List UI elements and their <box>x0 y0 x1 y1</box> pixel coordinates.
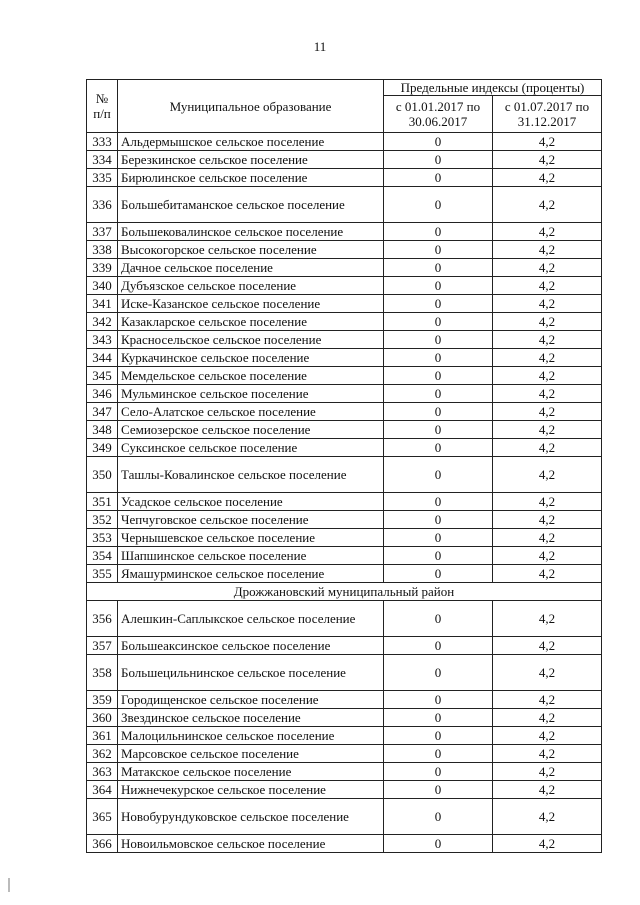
header-period-2: с 01.07.2017 по 31.12.2017 <box>493 96 602 133</box>
municipality-name: Малоцильнинское сельское поселение <box>118 727 384 745</box>
municipality-name: Новобурундуковское сельское поселение <box>118 799 384 835</box>
index-period-2: 4,2 <box>493 439 602 457</box>
municipality-name: Городищенское сельское поселение <box>118 691 384 709</box>
index-period-1: 0 <box>384 133 493 151</box>
municipality-name: Дубъязское сельское поселение <box>118 277 384 295</box>
table-row <box>87 259 602 277</box>
municipality-name: Суксинское сельское поселение <box>118 439 384 457</box>
municipality-name: Чернышевское сельское поселение <box>118 529 384 547</box>
index-period-1: 0 <box>384 709 493 727</box>
row-number: 335 <box>87 169 118 187</box>
table-row <box>87 223 602 241</box>
row-number: 354 <box>87 547 118 565</box>
index-period-1: 0 <box>384 313 493 331</box>
index-period-2: 4,2 <box>493 187 602 223</box>
index-period-1: 0 <box>384 385 493 403</box>
row-number: 366 <box>87 835 118 853</box>
table-row <box>87 403 602 421</box>
index-period-1: 0 <box>384 763 493 781</box>
index-period-2: 4,2 <box>493 151 602 169</box>
municipality-name: Семиозерское сельское поселение <box>118 421 384 439</box>
index-period-2: 4,2 <box>493 331 602 349</box>
table-body <box>87 133 602 853</box>
table-row <box>87 331 602 349</box>
municipality-name: Казакларское сельское поселение <box>118 313 384 331</box>
header-limit-indices: Предельные индексы (проценты) <box>384 80 602 96</box>
index-period-2: 4,2 <box>493 169 602 187</box>
row-number: 356 <box>87 601 118 637</box>
row-number: 349 <box>87 439 118 457</box>
index-period-1: 0 <box>384 223 493 241</box>
table-row <box>87 277 602 295</box>
index-period-1: 0 <box>384 457 493 493</box>
municipality-name: Нижнечекурское сельское поселение <box>118 781 384 799</box>
index-period-1: 0 <box>384 637 493 655</box>
row-number: 350 <box>87 457 118 493</box>
row-number: 365 <box>87 799 118 835</box>
row-number: 351 <box>87 493 118 511</box>
table-row <box>87 691 602 709</box>
page-number: 11 <box>313 39 327 54</box>
municipality-name: Село-Алатское сельское поселение <box>118 403 384 421</box>
table-row <box>87 835 602 853</box>
index-period-2: 4,2 <box>493 835 602 853</box>
index-period-2: 4,2 <box>493 277 602 295</box>
index-period-2: 4,2 <box>493 565 602 583</box>
row-number: 339 <box>87 259 118 277</box>
index-period-2: 4,2 <box>493 709 602 727</box>
table-row <box>87 565 602 583</box>
index-period-1: 0 <box>384 547 493 565</box>
index-period-2: 4,2 <box>493 457 602 493</box>
index-period-1: 0 <box>384 169 493 187</box>
table-row <box>87 241 602 259</box>
municipality-name: Бирюлинское сельское поселение <box>118 169 384 187</box>
index-period-2: 4,2 <box>493 295 602 313</box>
index-period-1: 0 <box>384 565 493 583</box>
table-row <box>87 349 602 367</box>
indices-table <box>86 79 602 853</box>
municipality-name: Усадское сельское поселение <box>118 493 384 511</box>
header-municipality: Муниципальное образование <box>118 80 384 133</box>
index-period-2: 4,2 <box>493 349 602 367</box>
municipality-name: Звездинское сельское поселение <box>118 709 384 727</box>
index-period-2: 4,2 <box>493 313 602 331</box>
index-period-2: 4,2 <box>493 511 602 529</box>
row-number: 334 <box>87 151 118 169</box>
table-row <box>87 151 602 169</box>
table-row <box>87 655 602 691</box>
header-period-1: с 01.01.2017 по 30.06.2017 <box>384 96 493 133</box>
municipality-name: Мульминское сельское поселение <box>118 385 384 403</box>
row-number: 342 <box>87 313 118 331</box>
row-number: 337 <box>87 223 118 241</box>
index-period-2: 4,2 <box>493 547 602 565</box>
municipality-name: Новоильмовское сельское поселение <box>118 835 384 853</box>
table-row <box>87 367 602 385</box>
table-row <box>87 421 602 439</box>
table-row <box>87 799 602 835</box>
section-title: Дрожжановский муниципальный район <box>87 583 602 601</box>
index-period-1: 0 <box>384 493 493 511</box>
row-number: 361 <box>87 727 118 745</box>
index-period-2: 4,2 <box>493 799 602 835</box>
table-row <box>87 493 602 511</box>
index-period-2: 4,2 <box>493 781 602 799</box>
table-row <box>87 169 602 187</box>
municipality-name: Дачное сельское поселение <box>118 259 384 277</box>
table-row <box>87 601 602 637</box>
municipality-name: Шапшинское сельское поселение <box>118 547 384 565</box>
row-number: 348 <box>87 421 118 439</box>
index-period-1: 0 <box>384 403 493 421</box>
table-row <box>87 781 602 799</box>
index-period-1: 0 <box>384 727 493 745</box>
index-period-1: 0 <box>384 421 493 439</box>
municipality-name: Ямашурминское сельское поселение <box>118 565 384 583</box>
municipality-name: Иске-Казанское сельское поселение <box>118 295 384 313</box>
index-period-2: 4,2 <box>493 727 602 745</box>
header-number: № п/п <box>87 80 118 133</box>
municipality-name: Матакское сельское поселение <box>118 763 384 781</box>
index-period-2: 4,2 <box>493 637 602 655</box>
row-number: 360 <box>87 709 118 727</box>
index-period-2: 4,2 <box>493 133 602 151</box>
municipality-name: Большебитаманское сельское поселение <box>118 187 384 223</box>
row-number: 344 <box>87 349 118 367</box>
index-period-2: 4,2 <box>493 385 602 403</box>
index-period-1: 0 <box>384 187 493 223</box>
table-row <box>87 439 602 457</box>
row-number: 358 <box>87 655 118 691</box>
row-number: 355 <box>87 565 118 583</box>
table-row <box>87 187 602 223</box>
municipality-name: Куркачинское сельское поселение <box>118 349 384 367</box>
municipality-name: Березкинское сельское поселение <box>118 151 384 169</box>
table-row <box>87 385 602 403</box>
table-row <box>87 709 602 727</box>
table-header <box>87 80 602 133</box>
municipality-name: Большеаксинское сельское поселение <box>118 637 384 655</box>
row-number: 343 <box>87 331 118 349</box>
index-period-2: 4,2 <box>493 259 602 277</box>
index-period-1: 0 <box>384 349 493 367</box>
index-period-1: 0 <box>384 367 493 385</box>
table-row <box>87 313 602 331</box>
row-number: 364 <box>87 781 118 799</box>
municipality-name: Большецильнинское сельское поселение <box>118 655 384 691</box>
municipality-name: Алешкин-Саплыкское сельское поселение <box>118 601 384 637</box>
row-number: 345 <box>87 367 118 385</box>
index-period-1: 0 <box>384 835 493 853</box>
index-period-2: 4,2 <box>493 223 602 241</box>
row-number: 352 <box>87 511 118 529</box>
row-number: 340 <box>87 277 118 295</box>
index-period-1: 0 <box>384 655 493 691</box>
index-period-2: 4,2 <box>493 403 602 421</box>
row-number: 346 <box>87 385 118 403</box>
section-row <box>87 583 602 601</box>
index-period-1: 0 <box>384 295 493 313</box>
margin-mark <box>8 878 10 892</box>
row-number: 347 <box>87 403 118 421</box>
table-row <box>87 727 602 745</box>
municipality-name: Ташлы-Ковалинское сельское поселение <box>118 457 384 493</box>
index-period-2: 4,2 <box>493 763 602 781</box>
index-period-1: 0 <box>384 691 493 709</box>
row-number: 353 <box>87 529 118 547</box>
row-number: 341 <box>87 295 118 313</box>
row-number: 333 <box>87 133 118 151</box>
row-number: 362 <box>87 745 118 763</box>
index-period-1: 0 <box>384 745 493 763</box>
table-row <box>87 637 602 655</box>
table-row <box>87 547 602 565</box>
index-period-2: 4,2 <box>493 529 602 547</box>
municipality-name: Мемдельское сельское поселение <box>118 367 384 385</box>
index-period-2: 4,2 <box>493 745 602 763</box>
index-period-1: 0 <box>384 331 493 349</box>
row-number: 357 <box>87 637 118 655</box>
municipality-name: Чепчуговское сельское поселение <box>118 511 384 529</box>
index-period-1: 0 <box>384 601 493 637</box>
index-period-2: 4,2 <box>493 367 602 385</box>
index-period-1: 0 <box>384 277 493 295</box>
row-number: 338 <box>87 241 118 259</box>
table-row <box>87 529 602 547</box>
municipality-name: Большековалинское сельское поселение <box>118 223 384 241</box>
table-row <box>87 763 602 781</box>
index-period-2: 4,2 <box>493 691 602 709</box>
municipality-name: Высокогорское сельское поселение <box>118 241 384 259</box>
index-period-1: 0 <box>384 439 493 457</box>
index-period-1: 0 <box>384 241 493 259</box>
index-period-1: 0 <box>384 511 493 529</box>
table-row <box>87 295 602 313</box>
index-period-2: 4,2 <box>493 601 602 637</box>
index-period-1: 0 <box>384 151 493 169</box>
index-period-2: 4,2 <box>493 241 602 259</box>
table-row <box>87 457 602 493</box>
index-period-2: 4,2 <box>493 421 602 439</box>
index-period-1: 0 <box>384 781 493 799</box>
index-period-2: 4,2 <box>493 493 602 511</box>
table-row <box>87 133 602 151</box>
municipality-name: Марсовское сельское поселение <box>118 745 384 763</box>
index-period-1: 0 <box>384 799 493 835</box>
table-row <box>87 745 602 763</box>
index-period-2: 4,2 <box>493 655 602 691</box>
table-row <box>87 511 602 529</box>
index-period-1: 0 <box>384 529 493 547</box>
row-number: 336 <box>87 187 118 223</box>
row-number: 363 <box>87 763 118 781</box>
municipality-name: Красносельское сельское поселение <box>118 331 384 349</box>
municipality-name: Альдермышское сельское поселение <box>118 133 384 151</box>
index-period-1: 0 <box>384 259 493 277</box>
row-number: 359 <box>87 691 118 709</box>
